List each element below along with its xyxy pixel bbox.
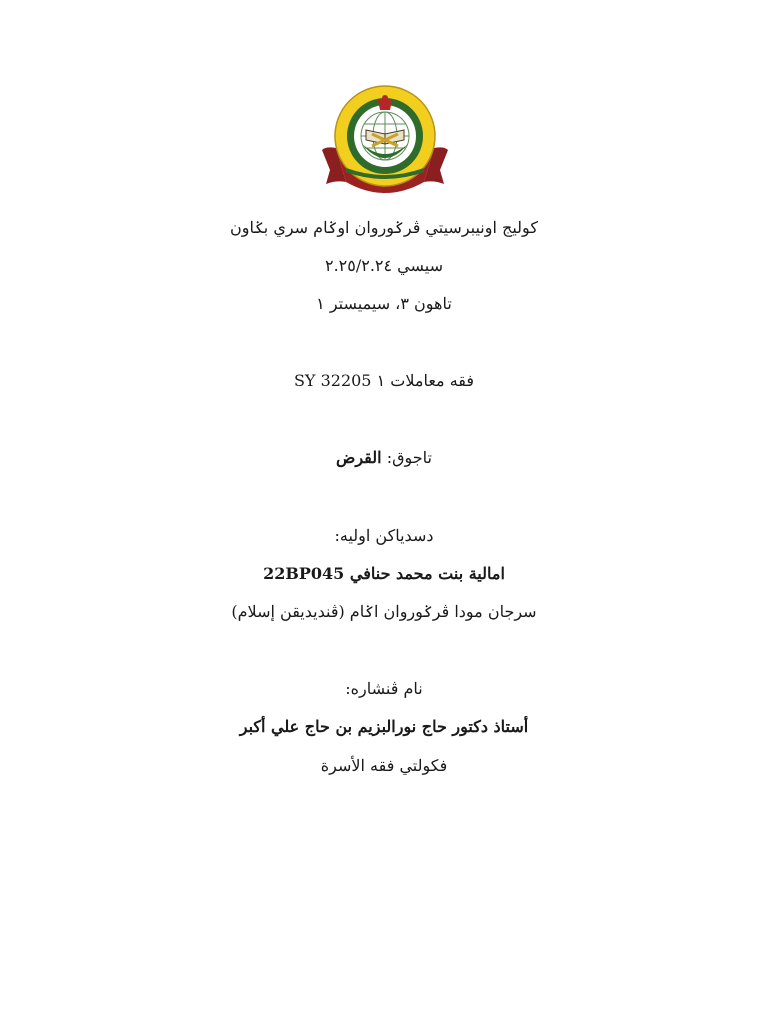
session-line: سيسي ٢.٢٥/٢.٢٤ bbox=[324, 256, 444, 275]
supervisor-label: نام ڤنشاره: bbox=[345, 679, 423, 698]
student-name: امالية بنت محمد حنافي 22BP045 bbox=[263, 564, 505, 583]
institution-name: كوليج اونيبرسيتي ڤرݢوروان اوݢام سري بݢاون bbox=[230, 218, 538, 237]
supervisor-name: أستاذ دكتور حاج نورالبزيم بن حاج علي أكبر bbox=[239, 717, 529, 736]
program-name: سرجان مودا ڤرݢوروان اݢام (ڤنديديقن إسلام) bbox=[231, 602, 537, 621]
presented-by-label: دسدياکن اوليه: bbox=[334, 526, 434, 545]
course-title: فقه معاملات ١ SY 32205 bbox=[293, 371, 475, 390]
topic-value: القرض bbox=[336, 448, 382, 467]
topic-label: تاجوق: bbox=[386, 448, 432, 467]
faculty-name: فکولتي فقه الأسرة bbox=[320, 756, 448, 775]
topic-line bbox=[0, 446, 768, 470]
year-semester-line: تاهون ٣، سيميستر ١ bbox=[316, 294, 452, 313]
college-emblem bbox=[316, 84, 454, 202]
